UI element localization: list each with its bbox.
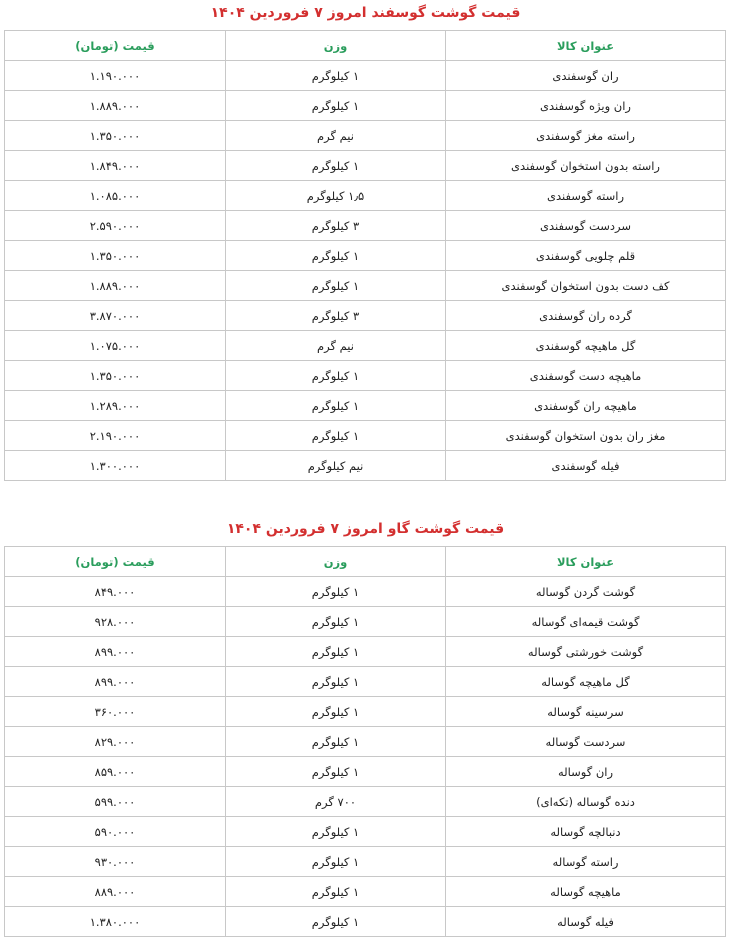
price-cell: ۱.۰۷۵.۰۰۰ [5,331,226,361]
table-row [5,667,726,697]
product-name-cell: کف دست بدون استخوان گوسفندی [446,271,726,301]
price-cell: ۱.۳۰۰.۰۰۰ [5,451,226,481]
product-name-cell: قلم چلویی گوسفندی [446,241,726,271]
weight-cell: نیم گرم [226,331,446,361]
price-cell: ۳.۸۷۰.۰۰۰ [5,301,226,331]
price-cell: ۳۶۰.۰۰۰ [5,697,226,727]
table-row [5,61,726,91]
weight-cell: ۱ کیلوگرم [226,637,446,667]
weight-cell: ۱ کیلوگرم [226,727,446,757]
weight-cell: نیم کیلوگرم [226,451,446,481]
price-cell: ۸۹۹.۰۰۰ [5,667,226,697]
weight-cell: نیم گرم [226,121,446,151]
table-row [5,91,726,121]
weight-cell: ۱ کیلوگرم [226,421,446,451]
product-name-cell: سردست گوسفندی [446,211,726,241]
product-name-cell: راسته بدون استخوان گوسفندی [446,151,726,181]
price-cell: ۲.۵۹۰.۰۰۰ [5,211,226,241]
product-name-cell: گرده ران گوسفندی [446,301,726,331]
weight-cell: ۱ کیلوگرم [226,757,446,787]
table-row [5,271,726,301]
beef-table-title: قیمت گوشت گاو امروز ۷ فروردین ۱۴۰۴ [226,521,505,537]
price-cell: ۹۳۰.۰۰۰ [5,847,226,877]
table-row [5,361,726,391]
product-name-cell: گوشت خورشتی گوساله [446,637,726,667]
column-header-price: قیمت (تومان) [5,547,226,577]
product-name-cell: ماهیچه ران گوسفندی [446,391,726,421]
table-row [5,607,726,637]
weight-cell: ۱ کیلوگرم [226,151,446,181]
product-name-cell: دنده گوساله (تکه‌ای) [446,787,726,817]
product-name-cell: فیله گوساله [446,907,726,937]
weight-cell: ۱ کیلوگرم [226,847,446,877]
product-name-cell: ران گوساله [446,757,726,787]
column-header-name: عنوان کالا [446,31,726,61]
weight-cell: ۱ کیلوگرم [226,241,446,271]
product-name-cell: ماهیچه دست گوسفندی [446,361,726,391]
weight-cell: ۱٫۵ کیلوگرم [226,181,446,211]
table-row [5,877,726,907]
weight-cell: ۱ کیلوگرم [226,391,446,421]
weight-cell: ۱ کیلوگرم [226,271,446,301]
column-header-weight: وزن [226,547,446,577]
product-name-cell: گوشت قیمه‌ای گوساله [446,607,726,637]
table-row [5,151,726,181]
price-cell: ۱.۳۵۰.۰۰۰ [5,121,226,151]
price-cell: ۸۵۹.۰۰۰ [5,757,226,787]
price-cell: ۵۹۰.۰۰۰ [5,817,226,847]
product-name-cell: ران گوسفندی [446,61,726,91]
table-row [5,577,726,607]
price-cell: ۱.۰۸۵.۰۰۰ [5,181,226,211]
product-name-cell: سرسینه گوساله [446,697,726,727]
product-name-cell: راسته گوسفندی [446,181,726,211]
price-cell: ۸۲۹.۰۰۰ [5,727,226,757]
product-name-cell: سردست گوساله [446,727,726,757]
table-row [5,697,726,727]
table-row [5,211,726,241]
price-cell: ۸۹۹.۰۰۰ [5,637,226,667]
price-cell: ۸۸۹.۰۰۰ [5,877,226,907]
table-header-row [5,31,726,61]
beef-price-table [4,546,726,937]
weight-cell: ۱ کیلوگرم [226,607,446,637]
price-cell: ۱.۸۸۹.۰۰۰ [5,271,226,301]
price-cell: ۱.۳۵۰.۰۰۰ [5,241,226,271]
weight-cell: ۱ کیلوگرم [226,817,446,847]
table-row [5,727,726,757]
product-name-cell: راسته مغز گوسفندی [446,121,726,151]
weight-cell: ۷۰۰ گرم [226,787,446,817]
product-name-cell: ران ویژه گوسفندی [446,91,726,121]
price-cell: ۱.۸۴۹.۰۰۰ [5,151,226,181]
table-header-row [5,547,726,577]
weight-cell: ۱ کیلوگرم [226,667,446,697]
product-name-cell: گوشت گردن گوساله [446,577,726,607]
weight-cell: ۱ کیلوگرم [226,907,446,937]
table-row [5,787,726,817]
weight-cell: ۱ کیلوگرم [226,361,446,391]
sheep-price-table [4,30,726,481]
table-row [5,331,726,361]
price-cell: ۱.۳۸۰.۰۰۰ [5,907,226,937]
weight-cell: ۱ کیلوگرم [226,877,446,907]
table-row [5,817,726,847]
price-cell: ۸۴۹.۰۰۰ [5,577,226,607]
table-row [5,241,726,271]
weight-cell: ۱ کیلوگرم [226,697,446,727]
price-cell: ۱.۱۹۰.۰۰۰ [5,61,226,91]
price-cell: ۹۲۸.۰۰۰ [5,607,226,637]
product-name-cell: ماهیچه گوساله [446,877,726,907]
table-row [5,391,726,421]
price-cell: ۱.۸۸۹.۰۰۰ [5,91,226,121]
table-row [5,907,726,937]
weight-cell: ۱ کیلوگرم [226,61,446,91]
table-row [5,847,726,877]
table-row [5,181,726,211]
column-header-price: قیمت (تومان) [5,31,226,61]
table-row [5,451,726,481]
weight-cell: ۱ کیلوگرم [226,577,446,607]
weight-cell: ۱ کیلوگرم [226,91,446,121]
price-cell: ۱.۲۸۹.۰۰۰ [5,391,226,421]
table-row [5,421,726,451]
product-name-cell: فیله گوسفندی [446,451,726,481]
table-row [5,121,726,151]
product-name-cell: راسته گوساله [446,847,726,877]
column-header-weight: وزن [226,31,446,61]
price-cell: ۲.۱۹۰.۰۰۰ [5,421,226,451]
column-header-name: عنوان کالا [446,547,726,577]
table-row [5,637,726,667]
sheep-table-title: قیمت گوشت گوسفند امروز ۷ فروردین ۱۴۰۴ [210,5,521,21]
table-row [5,301,726,331]
product-name-cell: گل ماهیچه گوساله [446,667,726,697]
price-cell: ۵۹۹.۰۰۰ [5,787,226,817]
product-name-cell: دنبالچه گوساله [446,817,726,847]
product-name-cell: گل ماهیچه گوسفندی [446,331,726,361]
price-cell: ۱.۳۵۰.۰۰۰ [5,361,226,391]
product-name-cell: مغز ران بدون استخوان گوسفندی [446,421,726,451]
weight-cell: ۳ کیلوگرم [226,211,446,241]
weight-cell: ۳ کیلوگرم [226,301,446,331]
table-row [5,757,726,787]
